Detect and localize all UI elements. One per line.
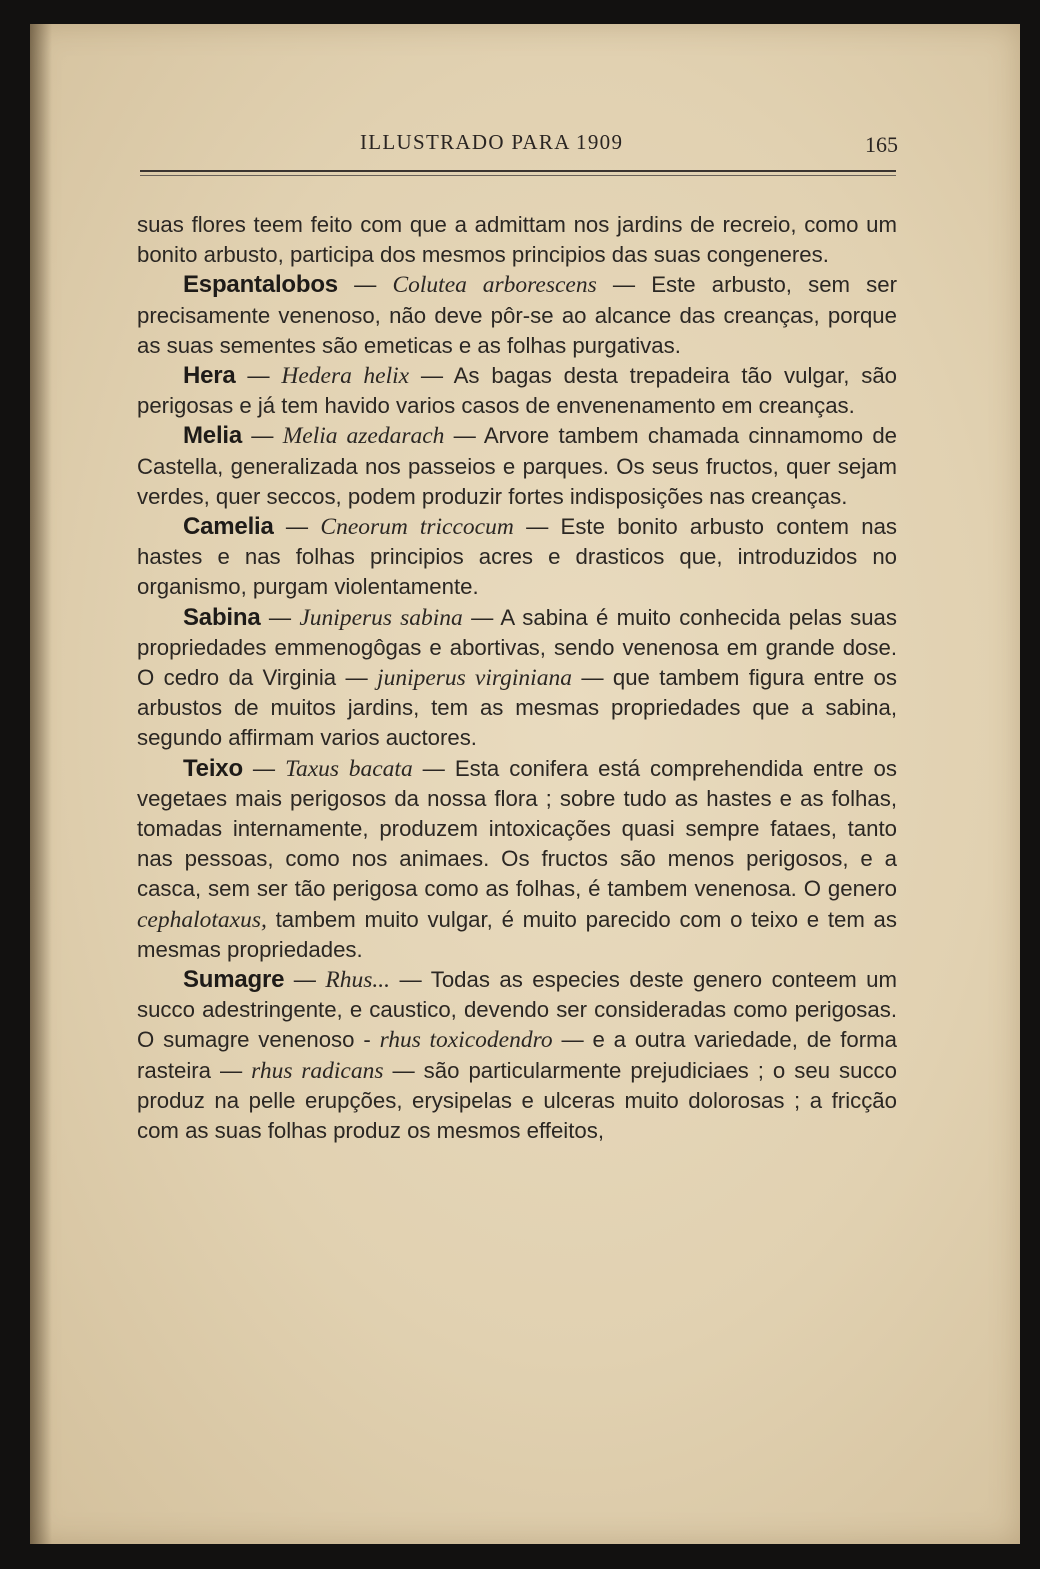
paragraph-continuation [137, 210, 897, 270]
plant-name: Teixo [183, 754, 243, 782]
paragraph-entry [137, 965, 897, 1146]
paragraph-text: — [235, 363, 282, 389]
plant-name: Melia [183, 422, 243, 450]
paragraph-text: — As bagas desta trepadeira tão vulgar, são perigosas e já tem havido varios casos de envenenamento em creanças. [137, 363, 897, 419]
paragraph-text: — e a outra variedade, de forma rasteira — [137, 1027, 897, 1083]
plant-name: Camelia [183, 513, 274, 541]
spine-shadow [30, 24, 52, 1544]
paragraph-entry [137, 270, 897, 361]
scientific-name: Taxus bacata [285, 755, 413, 782]
paragraph-text: — [260, 604, 300, 630]
plant-name: Sumagre [183, 966, 285, 994]
scientific-name: Rhus... [325, 967, 391, 994]
scientific-name: Melia azedarach [282, 423, 445, 450]
paragraph-text: — [273, 514, 321, 540]
paragraph-text: — Todas as especies deste genero conteem um succo adestringente, e caustico, devendo ser consideradas como perigosas. O sumagre venenoso - [137, 967, 897, 1053]
paragraph-entry [137, 603, 897, 754]
paragraph-entry [137, 361, 897, 421]
paragraph-text: — Esta conifera está comprehendida entre os vegetaes mais perigosos da nossa flora ; sobre tudo as hastes e as folhas, tomadas internamente, produzem intoxicações quasi sempre fataes, tanto nas pessoas, como nos animaes. Os fructos são menos perigosos, e a casca, sem ser tão perigosa como as folhas, é tambem venenosa. O genero [137, 755, 897, 902]
paragraph-text: — [242, 755, 286, 781]
header-rule [140, 170, 896, 172]
scientific-name: Hedera helix [281, 363, 410, 390]
paragraph-text: — Arvore tambem chamada cinnamomo de Castella, generalizada nos passeios e parques. Os seus fructos, quer sejam verdes, quer seccos, podem produzir fortes indisposições nas creanças. [137, 423, 897, 509]
plant-name: Sabina [183, 603, 261, 631]
paragraph-text: — são particularmente prejudiciaes ; o seu succo produz na pelle erupções, erysipelas e ulceras muito dolorosas ; a fricção com as suas folhas produz os mesmos effeitos, [137, 1057, 897, 1144]
running-title: ILLUSTRADO PARA 1909 [360, 130, 624, 154]
paragraph-entry [137, 421, 897, 512]
paragraph-text: suas flores teem feito com que a admittam nos jardins de recreio, como um bonito arbusto, participa dos mesmos principios das suas congeneres. [137, 212, 897, 268]
header-rule-thin [140, 175, 896, 176]
scientific-name: rhus toxicodendro [379, 1027, 553, 1054]
plant-name: Hera [183, 362, 236, 390]
paragraph-entry [137, 512, 897, 603]
paragraph-text: — que tambem figura entre os arbustos de muitos jardins, tem as mesmas propriedades que a sabina, segundo affirmam varios auctores. [137, 665, 897, 751]
paragraph-text: tambem muito vulgar, é muito parecido com o teixo e tem as mesmas propriedades. [137, 906, 897, 962]
running-head [135, 126, 898, 160]
scientific-name: cephalotaxus, [137, 906, 267, 933]
scientific-name: Cneorum triccocum [320, 514, 514, 541]
scientific-name: juniperus virginiana [377, 665, 572, 692]
scientific-name: Juniperus sabina [299, 604, 463, 631]
paragraph-entry [137, 754, 897, 965]
scientific-name: Colutea arborescens [392, 272, 597, 299]
paragraph-text: — Este bonito arbusto contem nas hastes e nas folhas principios acres e drasticos que, introduzidos no organismo, purgam violentamente. [137, 514, 897, 600]
plant-name: Espantalobos [183, 271, 338, 299]
paragraph-text: — [284, 967, 326, 993]
body-text [137, 210, 897, 1146]
paragraph-text: — [242, 423, 283, 449]
paragraph-text: — [337, 272, 393, 298]
page-number: 165 [865, 132, 898, 157]
scientific-name: rhus radicans [251, 1057, 384, 1084]
paragraph-text: — Este arbusto, sem ser precisamente venenoso, não deve pôr-se ao alcance das creanças, porque as suas sementes são emeticas e as folhas purgativas. [137, 272, 897, 358]
paragraph-text: — A sabina é muito conhecida pelas suas propriedades emmenogôgas e abortivas, sendo venenosa em grande dose. O cedro da Virginia — [137, 604, 897, 691]
